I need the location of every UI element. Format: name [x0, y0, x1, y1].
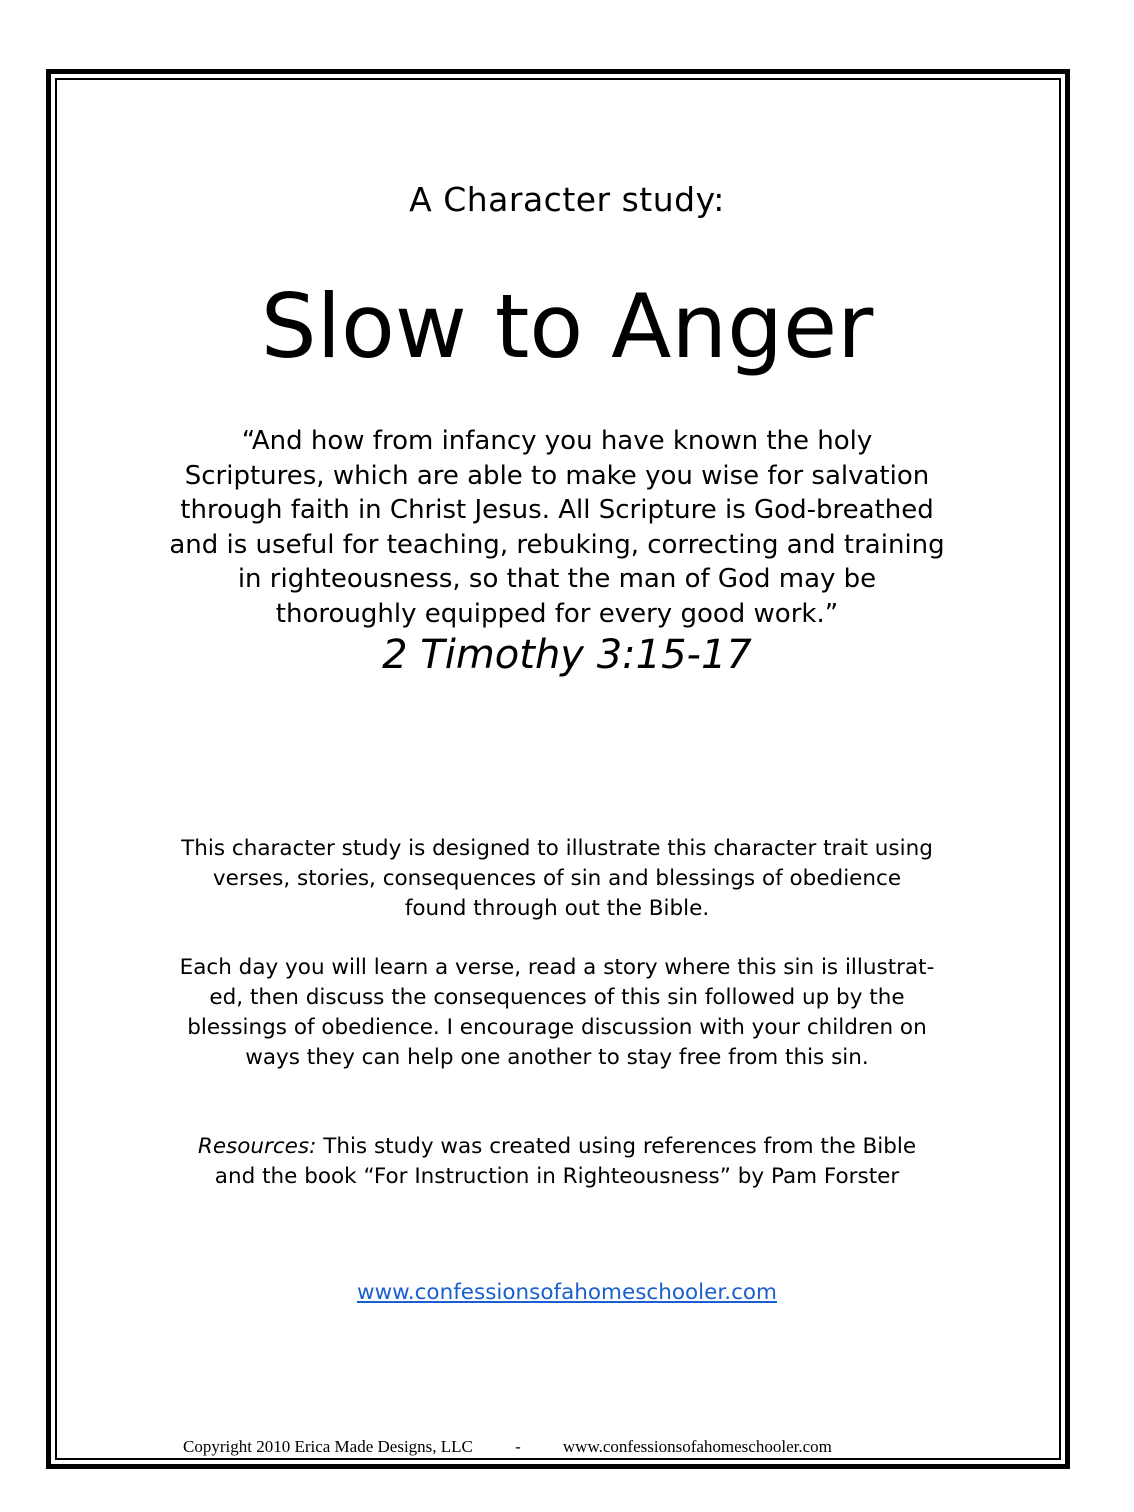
- footer: [183, 1437, 832, 1457]
- paragraph-line: Each day you will learn a verse, read a story where this sin is illustrat-: [179, 955, 935, 980]
- page-title: Slow to Anger: [260, 275, 874, 378]
- paragraph-line: This character study is designed to illustrate this character trait using: [181, 836, 933, 861]
- quote-line: and is useful for teaching, rebuking, correcting and training: [169, 529, 945, 560]
- intro-paragraph: [140, 834, 974, 924]
- instructions-paragraph: [140, 953, 974, 1073]
- paragraph-line: ed, then discuss the consequences of this sin followed up by the: [209, 985, 905, 1010]
- quote-line: thoroughly equipped for every good work.”: [275, 598, 839, 629]
- quote-line: through faith in Christ Jesus. All Scripture is God-breathed: [180, 495, 934, 526]
- paragraph-line: verses, stories, consequences of sin and blessings of obedience: [212, 866, 902, 891]
- footer-copyright: Copyright 2010 Erica Made Designs, LLC: [183, 1437, 473, 1456]
- website-link-container: [0, 1280, 1134, 1305]
- paragraph-line: ways they can help one another to stay free from this sin.: [245, 1045, 869, 1070]
- resources-text: This study was created using references from the Bible: [316, 1134, 917, 1159]
- footer-separator: -: [515, 1437, 521, 1456]
- scripture-quote: [140, 424, 974, 632]
- website-link[interactable]: www.confessionsofahomeschooler.com: [357, 1280, 777, 1305]
- scripture-reference: 2 Timothy 3:15-17: [382, 632, 752, 678]
- page-subtitle: A Character study:: [409, 180, 725, 219]
- paragraph-line: blessings of obedience. I encourage discussion with your children on: [187, 1015, 927, 1040]
- paragraph-line: found through out the Bible.: [404, 896, 710, 921]
- quote-line: in righteousness, so that the man of God may be: [237, 564, 877, 595]
- quote-line: Scriptures, which are able to make you wise for salvation: [184, 460, 930, 491]
- paragraph-line: and the book “For Instruction in Righteousness” by Pam Forster: [214, 1164, 900, 1189]
- paragraph-line: [140, 1132, 974, 1162]
- resources-label: Resources:: [197, 1134, 317, 1159]
- quote-line: “And how from infancy you have known the holy: [241, 426, 873, 456]
- resources-paragraph: [140, 1132, 974, 1192]
- footer-url: www.confessionsofahomeschooler.com: [562, 1437, 832, 1456]
